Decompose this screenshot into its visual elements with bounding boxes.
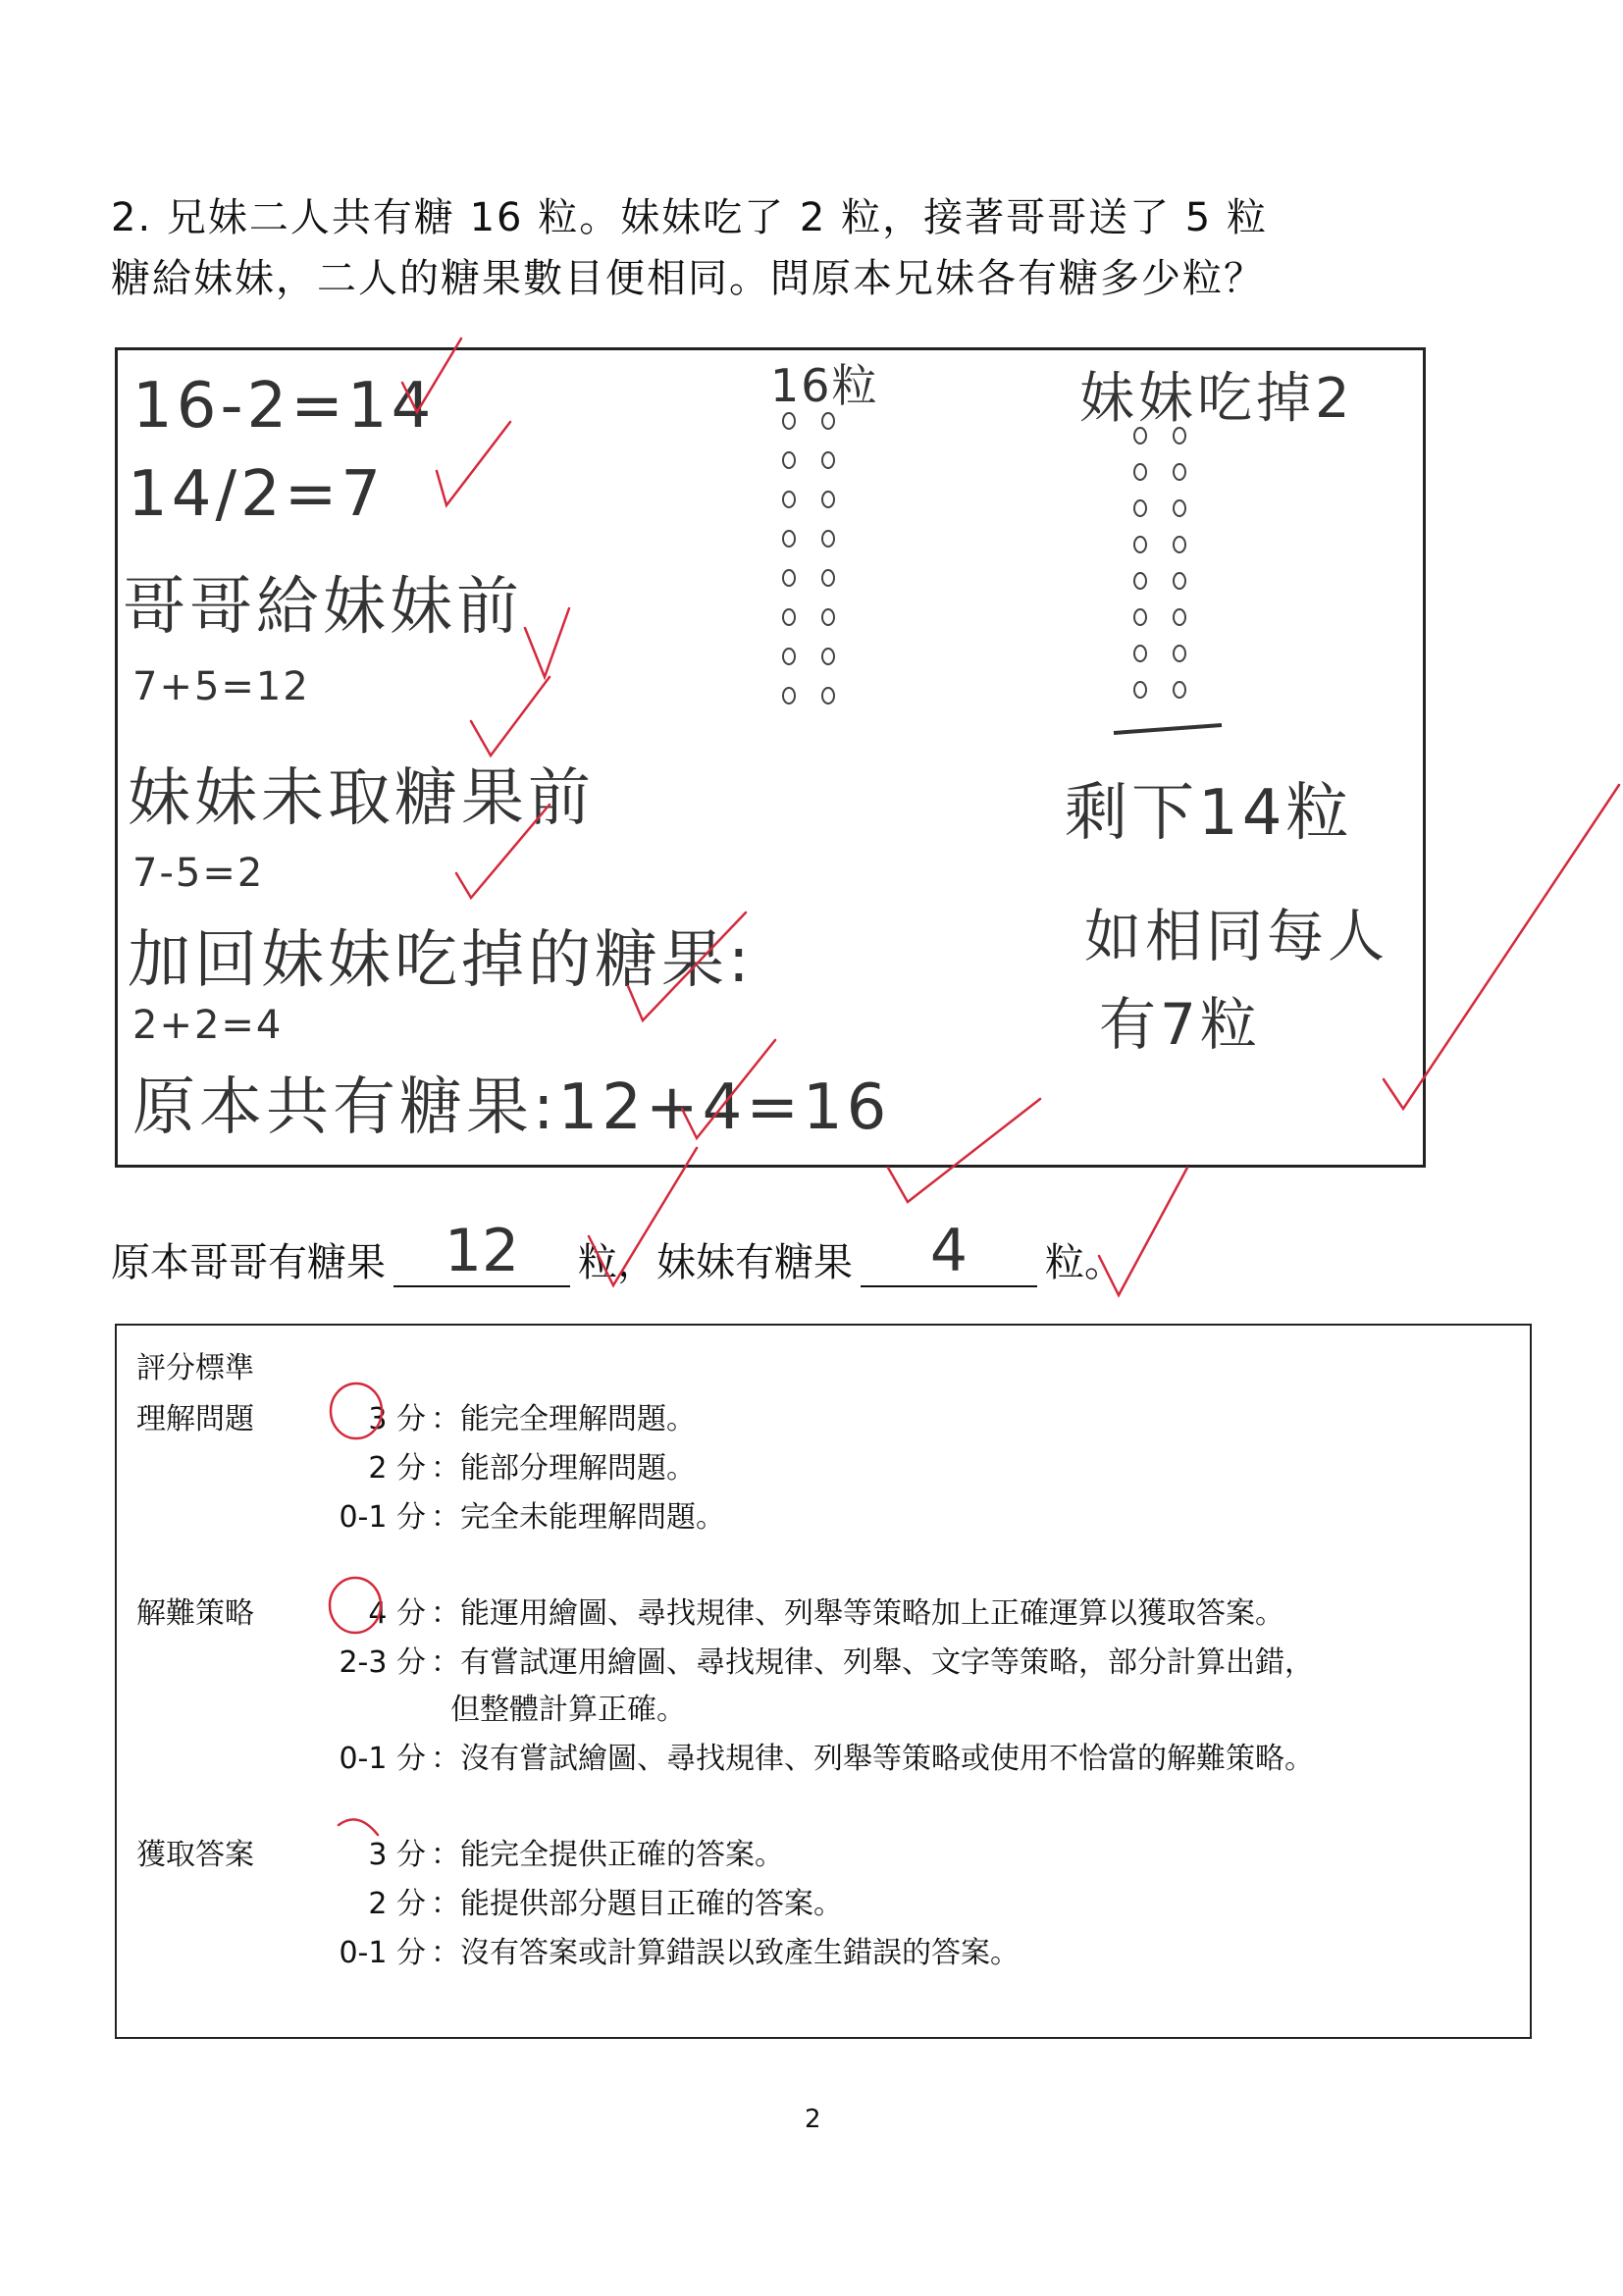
label-same-1: 如相同每人 <box>1084 903 1389 969</box>
candy-circle <box>822 570 834 586</box>
candy-circle <box>822 492 834 507</box>
candy-circle <box>1174 573 1185 589</box>
candy-circle <box>1174 500 1185 516</box>
candy-circle <box>1174 464 1185 480</box>
candy-circle <box>1134 646 1146 661</box>
candy-circle <box>822 609 834 625</box>
rubric-score: 4 分 <box>368 1596 426 1631</box>
candy-circle <box>1134 537 1146 552</box>
rubric-desc: ：有嘗試運用繪圖、尋找規律、列舉、文字等策略，部分計算出錯， <box>431 1645 1314 1680</box>
rubric-score: 3 分 <box>368 1402 426 1436</box>
answer-suffix: 粒。 <box>1045 1240 1124 1285</box>
work-step-4: 7+5=12 <box>132 664 310 709</box>
candy-circle <box>1134 682 1146 698</box>
candy-circle <box>1174 537 1185 552</box>
candy-circle <box>1134 428 1146 444</box>
candy-circle <box>783 609 795 625</box>
rubric-desc: ：能運用繪圖、尋找規律、列舉等策略加上正確運算以獲取答案。 <box>431 1596 1284 1631</box>
rubric-box <box>115 1324 1532 2039</box>
answer-prefix: 原本哥哥有糖果 <box>111 1240 386 1285</box>
work-step-7: 加回妹妹吃掉的糖果: <box>128 924 754 997</box>
candy-circle <box>783 649 795 664</box>
work-step-6: 7-5=2 <box>132 851 265 896</box>
label-eaten: 妹妹吃掉2 <box>1079 367 1354 431</box>
rubric-score: 2-3 分 <box>339 1645 426 1680</box>
candy-circle <box>783 492 795 507</box>
work-step-1: 16-2=14 <box>132 370 436 443</box>
candy-circle <box>822 688 834 704</box>
candy-stack-eaten-left <box>1128 424 1158 728</box>
rubric-desc: 但整體計算正確。 <box>450 1693 686 1727</box>
label-remaining: 剩下14粒 <box>1065 777 1353 850</box>
label-same-2: 有7粒 <box>1099 991 1261 1058</box>
rubric-section-name: 獲取答案 <box>136 1838 254 1872</box>
candy-circle <box>783 531 795 547</box>
candy-circle <box>822 452 834 468</box>
candy-circle <box>1174 646 1185 661</box>
candy-circle <box>1174 682 1185 698</box>
candy-circle <box>1134 464 1146 480</box>
rubric-desc: ：沒有嘗試繪圖、尋找規律、列舉等策略或使用不恰當的解難策略。 <box>431 1742 1314 1776</box>
candy-circle <box>822 413 834 429</box>
rubric-score: 0-1 分 <box>339 1500 426 1535</box>
rubric-score: 2 分 <box>368 1451 426 1486</box>
question-line-1: 2. 兄妹二人共有糖 16 粒。妹妹吃了 2 粒，接著哥哥送了 5 粒 <box>111 195 1268 240</box>
work-step-5: 妹妹未取糖果前 <box>128 762 595 835</box>
candy-circle <box>1134 500 1146 516</box>
rubric-desc: ：能完全理解問題。 <box>431 1402 696 1436</box>
rubric-desc: ：能提供部分題目正確的答案。 <box>431 1887 843 1921</box>
brother-answer: 12 <box>444 1217 520 1285</box>
answer-line <box>111 1217 1124 1287</box>
candy-circle <box>822 649 834 664</box>
rubric-score: 0-1 分 <box>339 1742 426 1776</box>
candy-stack-left <box>777 409 807 737</box>
rubric-title: 評分標準 <box>136 1351 254 1385</box>
brother-answer-blank[interactable] <box>393 1217 570 1287</box>
candy-circle <box>822 531 834 547</box>
candy-circle <box>783 570 795 586</box>
rubric-score: 0-1 分 <box>339 1936 426 1970</box>
work-step-8: 2+2=4 <box>132 1003 284 1048</box>
rubric-section-name: 解難策略 <box>136 1596 254 1631</box>
candy-stack-right <box>816 409 846 737</box>
candy-circle <box>1134 609 1146 625</box>
rubric-desc: ：能完全提供正確的答案。 <box>431 1838 784 1872</box>
page-number: 2 <box>805 2105 821 2134</box>
rubric-desc: ：沒有答案或計算錯誤以致產生錯誤的答案。 <box>431 1936 1020 1970</box>
candy-circle <box>783 452 795 468</box>
work-box <box>115 347 1426 1168</box>
sister-answer-blank[interactable] <box>861 1217 1037 1287</box>
candy-circle <box>783 413 795 429</box>
question-line-2: 糖給妹妹，二人的糖果數目便相同。問原本兄妹各有糖多少粒？ <box>111 256 1265 301</box>
candy-circle <box>1174 609 1185 625</box>
strike-line <box>1109 713 1227 743</box>
label-16: 16粒 <box>770 359 879 412</box>
candy-circle <box>1134 573 1146 589</box>
rubric-desc: ：完全未能理解問題。 <box>431 1500 725 1535</box>
rubric-section-name: 理解問題 <box>136 1402 254 1436</box>
sister-answer: 4 <box>929 1217 969 1285</box>
work-step-2: 14/2=7 <box>128 458 386 531</box>
candy-circle <box>1174 428 1185 444</box>
answer-mid: 粒，妹妹有糖果 <box>578 1240 853 1285</box>
rubric-score: 2 分 <box>368 1887 426 1921</box>
candy-circle <box>783 688 795 704</box>
work-step-3: 哥哥給妹妹前 <box>123 571 523 644</box>
work-step-9: 原本共有糖果:12+4=16 <box>132 1071 891 1144</box>
rubric-desc: ：能部分理解問題。 <box>431 1451 696 1486</box>
candy-stack-eaten-right <box>1168 424 1197 728</box>
rubric-score: 3 分 <box>368 1838 426 1872</box>
